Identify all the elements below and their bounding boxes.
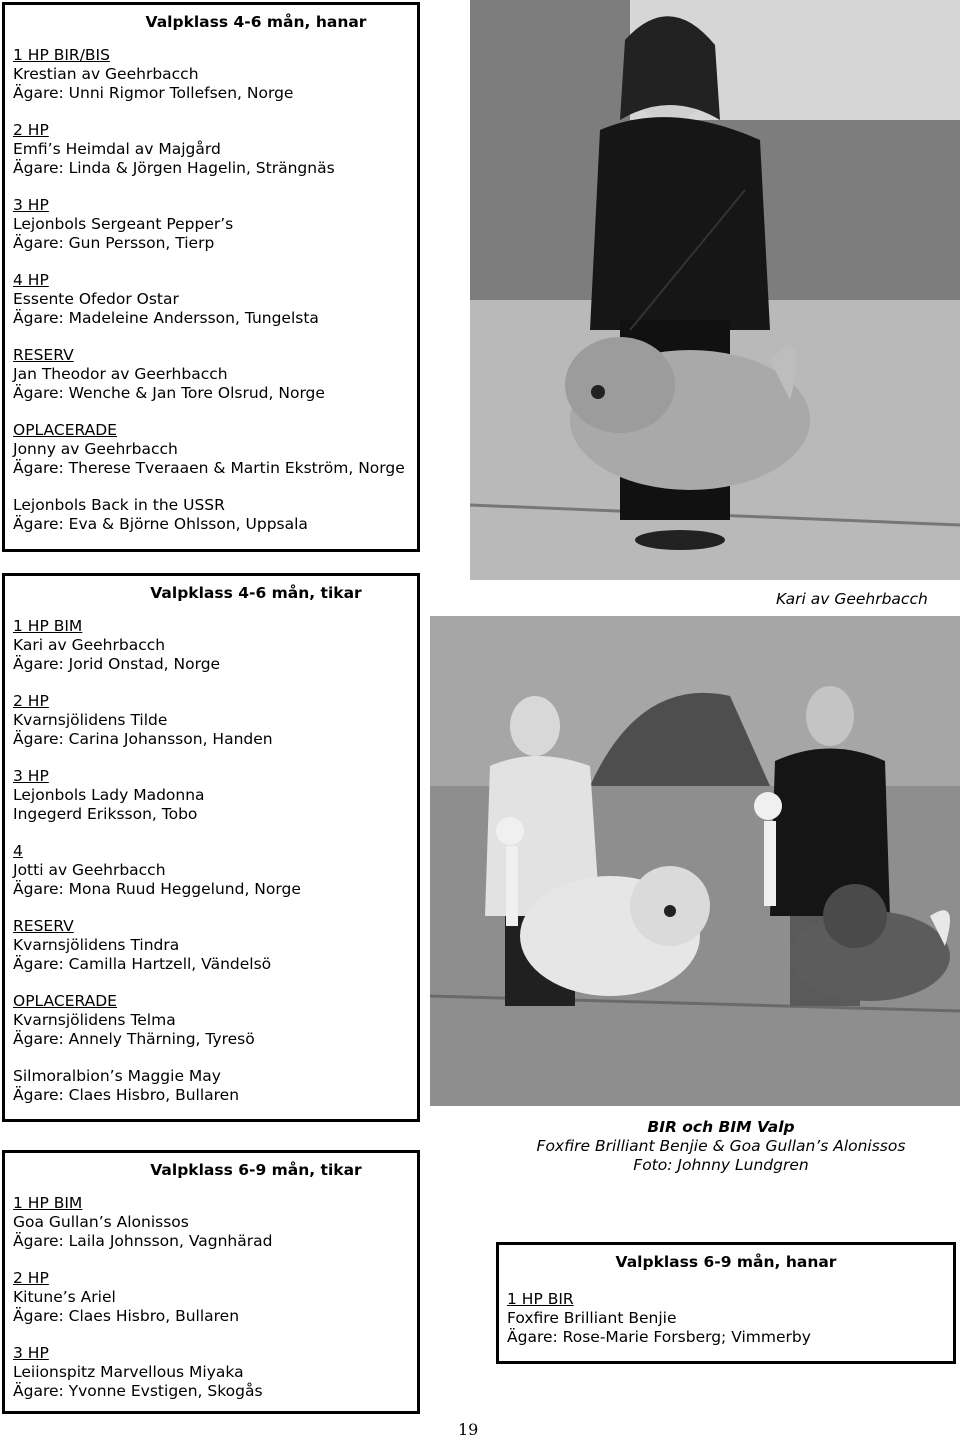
placement-label: 1 HP BIM [13,1194,83,1212]
class-title: Valpklass 4-6 mån, hanar [145,13,367,31]
caption-photo-credit: Foto: Johnny Lundgren [633,1156,809,1174]
dog-name: Jonny av Geehrbacch [13,440,178,458]
owner-text: Ägare: Linda & Jörgen Hagelin, Strängnäs [13,159,335,177]
list-item [13,271,409,328]
list-item [13,121,409,178]
placement-label: 1 HP BIM [13,617,83,635]
placement-label: 3 HP [13,1344,49,1362]
owner-text: Ägare: Carina Johansson, Handen [13,730,273,748]
dog-name: Lejonbols Lady Madonna [13,786,205,804]
class-title: Valpklass 6-9 mån, tikar [150,1161,362,1179]
dog-name: Goa Gullan’s Alonissos [13,1213,189,1231]
placement-label: 4 HP [13,271,49,289]
owner-text: Ägare: Madeleine Andersson, Tungelsta [13,309,319,327]
dog-name: Jan Theodor av Geerhbacch [13,365,228,383]
dog-name: Kari av Geehrbacch [13,636,166,654]
list-item [13,1067,409,1105]
list-item [13,617,409,674]
results-box-puppy-4-6-females [2,573,420,1122]
owner-text: Ägare: Eva & Björne Ohlsson, Uppsala [13,515,308,533]
owner-text: Ägare: Annely Thärning, Tyresö [13,1030,255,1048]
entry-list [13,617,409,1105]
dog-name: Lejonbols Sergeant Pepper’s [13,215,234,233]
placement-label: OPLACERADE [13,421,117,439]
photo-illustration [470,0,960,580]
results-box-puppy-6-9-males [496,1242,956,1364]
list-item [13,196,409,253]
owner-text: Ingegerd Eriksson, Tobo [13,805,198,823]
owner-text: Ägare: Claes Hisbro, Bullaren [13,1307,240,1325]
placement-label: 3 HP [13,196,49,214]
results-box-puppy-4-6-males [2,2,420,552]
dog-name: Jotti av Geehrbacch [13,861,166,879]
list-item [13,992,409,1049]
page-number: 19 [458,1420,479,1439]
caption-dogs: Foxfire Brilliant Benjie & Goa Gullan’s Alonissos [536,1137,906,1155]
list-item [13,46,409,103]
photo-caption: Kari av Geehrbacch [776,590,928,608]
dog-name: Essente Ofedor Ostar [13,290,179,308]
entry-list [13,1194,409,1401]
owner-text: Ägare: Laila Johnsson, Vagnhärad [13,1232,273,1250]
dog-name: Foxfire Brilliant Benjie [507,1309,677,1327]
dog-name: Krestian av Geehrbacch [13,65,199,83]
list-item [13,1344,409,1401]
placement-label: 1 HP BIR [507,1290,574,1308]
results-box-puppy-6-9-females [2,1150,420,1414]
dog-name: Emfi’s Heimdal av Majgård [13,140,221,158]
placement-label: OPLACERADE [13,992,117,1010]
owner-text: Ägare: Rose-Marie Forsberg; Vimmerby [507,1328,811,1346]
placement-label: 4 [13,842,23,860]
owner-text: Ägare: Yvonne Evstigen, Skogås [13,1382,263,1400]
class-title: Valpklass 6-9 mån, hanar [615,1253,837,1271]
photo-caption-bir-bim [530,1118,912,1175]
list-item [13,346,409,403]
class-title: Valpklass 4-6 mån, tikar [150,584,362,602]
owner-text: Ägare: Unni Rigmor Tollefsen, Norge [13,84,294,102]
owner-text: Ägare: Mona Ruud Heggelund, Norge [13,880,301,898]
placement-label: RESERV [13,917,74,935]
owner-text: Ägare: Therese Tveraaen & Martin Ekström, Norge [13,459,405,477]
list-item [13,496,409,534]
photo-bir-bim-puppies [430,616,960,1106]
list-item [13,1194,409,1251]
placement-label: 1 HP BIR/BIS [13,46,110,64]
list-item [13,767,409,824]
placement-label: 2 HP [13,692,49,710]
entry-list [507,1290,945,1347]
dog-name: Kitune’s Ariel [13,1288,116,1306]
dog-name: Lejonbols Back in the USSR [13,496,225,514]
photo-illustration [430,616,960,1106]
list-item [13,421,409,478]
dog-name: Kvarnsjölidens Tindra [13,936,180,954]
list-item [507,1290,945,1347]
owner-text: Ägare: Claes Hisbro, Bullaren [13,1086,240,1104]
placement-label: 3 HP [13,767,49,785]
list-item [13,842,409,899]
owner-text: Ägare: Camilla Hartzell, Vändelsö [13,955,272,973]
dog-name: Kvarnsjölidens Telma [13,1011,176,1029]
list-item [13,692,409,749]
owner-text: Ägare: Jorid Onstad, Norge [13,655,221,673]
owner-text: Ägare: Gun Persson, Tierp [13,234,215,252]
entry-list [13,46,409,534]
caption-title: BIR och BIM Valp [647,1118,795,1136]
dog-name: Kvarnsjölidens Tilde [13,711,168,729]
placement-label: 2 HP [13,121,49,139]
dog-name: Leiionspitz Marvellous Miyaka [13,1363,244,1381]
list-item [13,917,409,974]
dog-name: Silmoralbion’s Maggie May [13,1067,221,1085]
list-item [13,1269,409,1326]
placement-label: 2 HP [13,1269,49,1287]
photo-handler-with-dog [470,0,960,580]
placement-label: RESERV [13,346,74,364]
owner-text: Ägare: Wenche & Jan Tore Olsrud, Norge [13,384,325,402]
